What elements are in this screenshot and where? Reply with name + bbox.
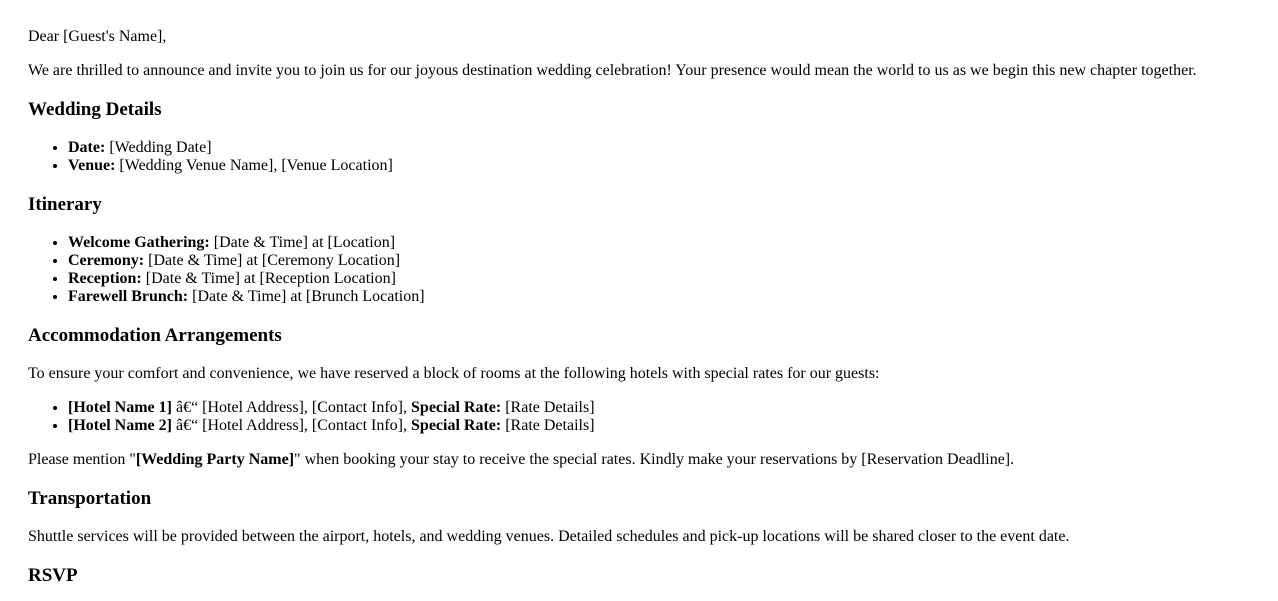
list-item (68, 270, 1250, 288)
hotels-list (28, 399, 1250, 435)
note-text-after: " when booking your stay to receive the special rates. Kindly make your reservations by [Reservation Deadline]. (294, 451, 1015, 468)
item-value: [Date & Time] at [Reception Location] (141, 270, 396, 287)
item-value: [Date & Time] at [Location] (209, 234, 396, 251)
list-item (68, 139, 1250, 157)
hotel-details: â€“ [Hotel Address], [Contact Info], (171, 417, 412, 434)
itinerary-heading: Itinerary (28, 194, 102, 215)
rate-label: Special Rate: (411, 417, 502, 434)
itinerary-list (28, 234, 1250, 306)
accommodation-intro: To ensure your comfort and convenience, we have reserved a block of rooms at the following hotels with special rates for our guests: (28, 365, 880, 382)
booking-note (28, 451, 1250, 469)
wedding-details-list (28, 139, 1250, 175)
note-text-before: Please mention " (28, 451, 136, 468)
item-label: Welcome Gathering: (68, 234, 210, 251)
party-name: [Wedding Party Name] (135, 451, 295, 468)
rate-value: [Rate Details] (501, 417, 595, 434)
rate-label: Special Rate: (411, 399, 502, 416)
list-item (68, 417, 1250, 435)
transportation-text: Shuttle services will be provided between the airport, hotels, and wedding venues. Detailed schedules and pick-up locations will be shared closer to the event date. (28, 528, 1070, 545)
hotel-details: â€“ [Hotel Address], [Contact Info], (171, 399, 412, 416)
hotel-name: [Hotel Name 2] (68, 417, 172, 434)
list-item (68, 252, 1250, 270)
list-item (68, 234, 1250, 252)
item-label: Ceremony: (68, 252, 145, 269)
rsvp-heading: RSVP (28, 565, 78, 586)
item-value: [Date & Time] at [Ceremony Location] (144, 252, 401, 269)
item-label: Venue: (68, 157, 116, 174)
list-item (68, 399, 1250, 417)
item-label: Farewell Brunch: (68, 288, 189, 305)
accommodation-heading: Accommodation Arrangements (28, 325, 282, 346)
intro-paragraph: We are thrilled to announce and invite you to join us for our joyous destination wedding celebration! Your presence would mean the world to us as we begin this new chapter together. (28, 62, 1197, 79)
item-label: Reception: (68, 270, 142, 287)
item-value: [Date & Time] at [Brunch Location] (188, 288, 425, 305)
transportation-heading: Transportation (28, 488, 152, 509)
list-item (68, 157, 1250, 175)
wedding-details-heading: Wedding Details (28, 99, 162, 120)
item-label: Date: (68, 139, 106, 156)
item-value: [Wedding Venue Name], [Venue Location] (115, 157, 393, 174)
hotel-name: [Hotel Name 1] (68, 399, 172, 416)
list-item (68, 288, 1250, 306)
item-value: [Wedding Date] (105, 139, 212, 156)
greeting: Dear [Guest's Name], (28, 28, 167, 45)
rate-value: [Rate Details] (501, 399, 595, 416)
